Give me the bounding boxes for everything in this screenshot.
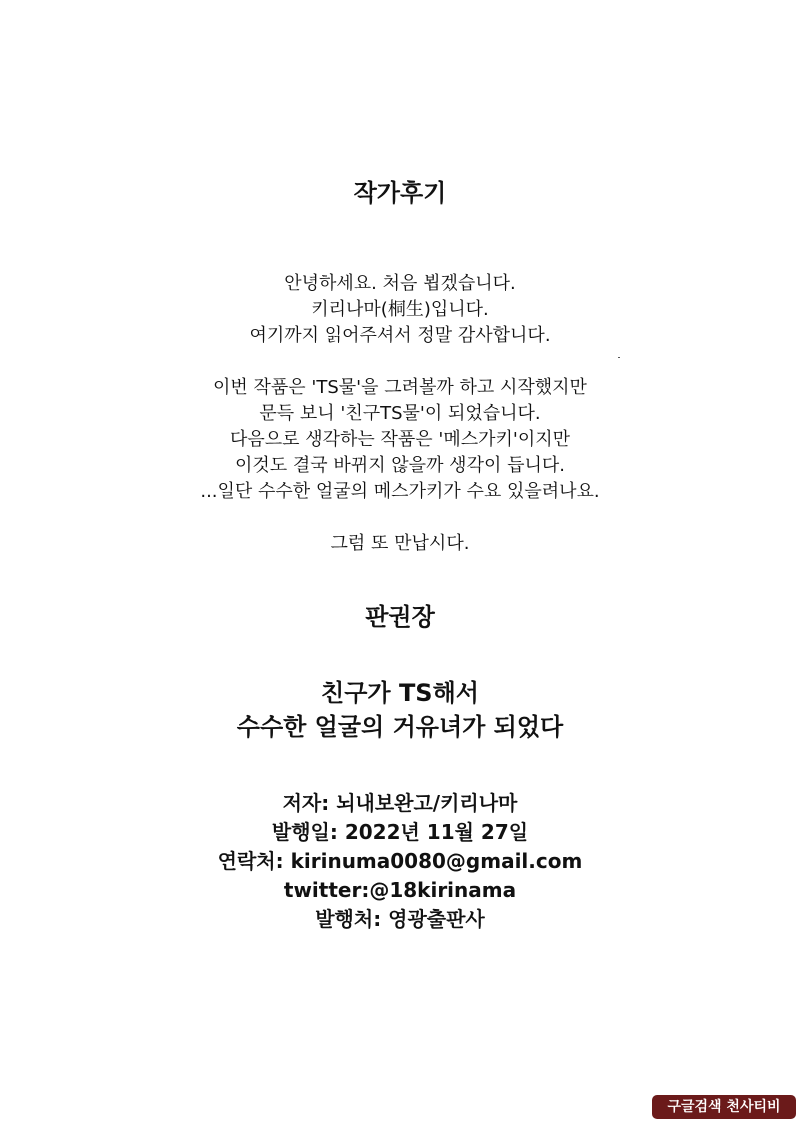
stray-dot bbox=[618, 357, 620, 358]
afterword-closing: 그럼 또 만납시다. bbox=[330, 533, 470, 554]
afterword-line: 안녕하세요. 처음 뵙겠습니다. bbox=[284, 273, 516, 294]
watermark-badge: 구글검색 천사티비 bbox=[652, 1095, 796, 1119]
afterword-line: 여기까지 읽어주셔서 정말 감사합니다. bbox=[249, 325, 551, 346]
publish-date-line: 발행일: 2022년 11월 27일 bbox=[271, 820, 529, 844]
afterword-line: 이것도 결국 바뀌지 않을까 생각이 듭니다. bbox=[235, 455, 565, 476]
twitter-line: twitter:@18kirinama bbox=[283, 878, 517, 902]
afterword-heading: 작가후기 bbox=[353, 179, 447, 207]
colophon-heading: 판권장 bbox=[365, 603, 435, 631]
author-line: 저자: 뇌내보완고/키리나마 bbox=[282, 791, 518, 815]
contact-email-line: 연락처: kirinuma0080@gmail.com bbox=[217, 849, 583, 873]
afterword-line: ...일단 수수한 얼굴의 메스가키가 수요 있을려나요. bbox=[200, 481, 600, 502]
afterword-line: 이번 작품은 'TS물'을 그려볼까 하고 시작했지만 bbox=[213, 377, 587, 398]
publisher-line: 발행처: 영광출판사 bbox=[315, 907, 485, 931]
book-title-line: 수수한 얼굴의 거유녀가 되었다 bbox=[236, 713, 564, 741]
book-title-line: 친구가 TS해서 bbox=[321, 679, 479, 707]
afterword-line: 키리나마(桐生)입니다. bbox=[311, 299, 489, 320]
afterword-line: 문득 보니 '친구TS물'이 되었습니다. bbox=[259, 403, 541, 424]
afterword-line: 다음으로 생각하는 작품은 '메스가키'이지만 bbox=[229, 429, 571, 450]
